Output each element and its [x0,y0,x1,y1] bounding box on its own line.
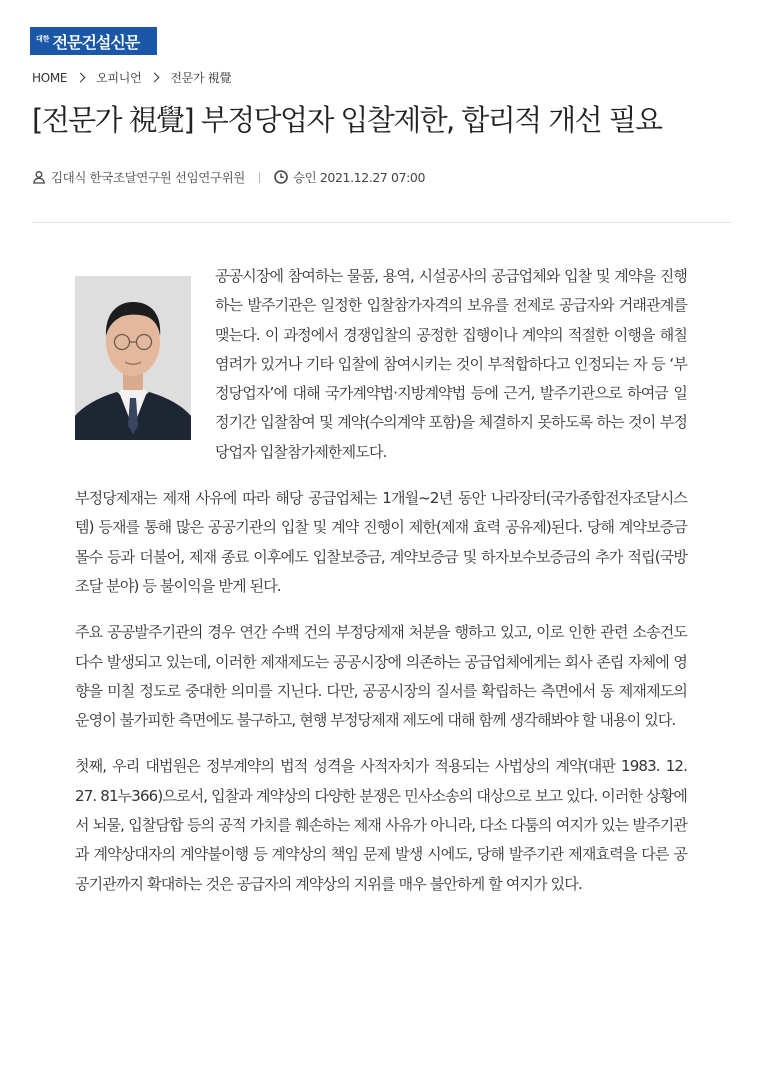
meta-divider [259,172,260,183]
article-paragraph: 부정당제재는 제재 사유에 따라 해당 공급업체는 1개월~2년 동안 나라장터(국가종합전자조달시스템) 등재를 통해 많은 공공기관의 입찰 및 계약 진행이 제한(제재 효력 공유제)된다. 당해 계약보증금 몰수 등과 더불어, 제재 종료 이후에도 입찰보증금, 계약보증금 및 하자보수보증금의 추가 적립(국방조달 분야) 등 불이익을 받게 된다. [75,489,687,595]
breadcrumb [32,69,231,86]
article-paragraph: 주요 공공발주기관의 경우 연간 수백 건의 부정당제재 처분을 행하고 있고, 이로 인한 관련 소송건도 다수 발생되고 있는데, 이러한 제재제도는 공공시장에 의존하는 공급업체에게는 회사 존립 자체에 영향을 미칠 정도로 중대한 의미를 지닌다. 다만, 공공시장의 질서를 확립하는 측면에서 동 제재제도의 운영이 불가피한 측면에도 불구하고, 현행 부정당제재 제도에 대해 함께 생각해봐야 할 내용이 있다. [75,623,687,730]
author-byline[interactable]: 김대식 한국조달연구원 선임연구위원 [51,170,245,185]
chevron-right-icon [76,73,86,83]
article-paragraph: 공공시장에 참여하는 물품, 용역, 시설공사의 공급업체와 입찰 및 계약을 진행하는 발주기관은 일정한 입찰참가자격의 보유를 전제로 공급자와 거래관계를 맺는다. 이 과정에서 경쟁입찰의 공정한 집행이나 계약의 적절한 이행을 해칠 염려가 있거나 기타 입찰에 참여시키는 것이 부적합하다고 인정되는 자 등 ‘부정당업자’에 대해 국가계약법·지방계약법 등에 근거, 발주기관으로 하여금 일정기간 입찰참여 및 계약(수의계약 포함)을 체결하지 못하도록 하는 것이 부정당업자 입찰참가제한제도다. [215,267,687,461]
article-body [75,262,687,916]
clock-icon [274,170,288,184]
article-title: [전문가 視覺] 부정당업자 입찰제한, 합리적 개선 필요 [32,103,662,137]
article-meta [32,168,425,186]
breadcrumb-section[interactable]: 오피니언 [96,71,142,85]
photo-spacer [75,262,215,467]
user-icon [32,170,46,184]
breadcrumb-home[interactable]: HOME [32,70,68,85]
site-logo[interactable] [30,27,157,55]
header-divider [32,222,732,223]
publish-date: 승인 2021.12.27 07:00 [292,170,426,185]
chevron-right-icon [150,73,160,83]
article-paragraph: 첫째, 우리 대법원은 정부계약의 법적 성격을 사적자치가 적용되는 사법상의 계약(대판 1983. 12. 27. 81누366)으로서, 입찰과 계약상의 다양한 분쟁은 민사소송의 대상으로 보고 있다. 이러한 상황에서 뇌물, 입찰담합 등의 공적 가치를 훼손하는 제재 사유가 아니라, 다소 다툼의 여지가 있는 발주기관과 계약상대자의 계약불이행 등 계약상의 책임 문제 발생 시에도, 당해 발주기관 제재효력을 다른 공공기관까지 확대하는 것은 공급자의 계약상의 지위를 매우 불안하게 할 여지가 있다. [75,757,687,893]
logo-small-text: 대한 [36,34,50,43]
logo-main-text: 전문건설신문 [52,32,140,52]
breadcrumb-subsection[interactable]: 전문가 視覺 [170,71,232,85]
